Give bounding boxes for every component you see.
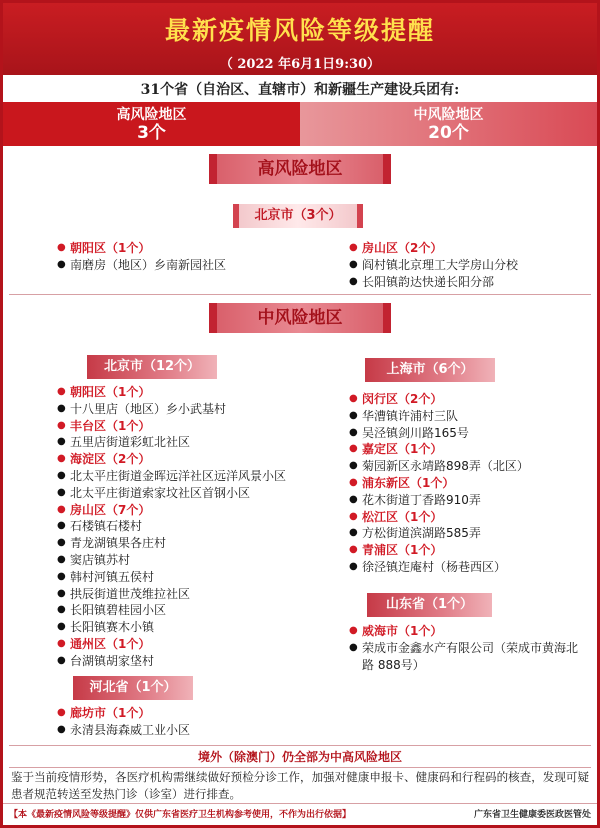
advice-text: 鉴于当前疫情形势，各医疗机构需继续做好预检分诊工作，加强对健康申报卡、健康码和行程码的核查，发现可疑患者规范转送至发热门诊（诊室）进行排查。 [11,770,589,801]
summary-text: 31个省（自治区、直辖市）和新疆生产建设兵团有: [140,82,460,98]
district-item: ● 朝阳区（1个） [57,384,286,401]
district-item: ● 海淀区（2个） [57,451,286,468]
overseas-note: 境外（除澳门）仍全部为中高风险地区 [197,750,402,764]
place-item: ● 阎村镇北京理工大学房山分校 [349,257,518,274]
place-item: ● 华漕镇许浦村三队 [349,408,529,425]
high-risk-section-title: 高风险地区 [209,154,391,184]
page-title: 最新疫情风险等级提醒 [164,16,435,45]
district-item: ● 松江区（1个） [349,509,529,526]
mid-risk-stat [300,102,597,146]
mid-shanghai-banner: 上海市（6个） [365,358,495,382]
place-item: ● 窦店镇苏村 [57,552,286,569]
place-item: ● 荣成市金鑫水产有限公司（荣成市黄海北路 888号） [349,640,579,674]
mid-hebei-banner: 河北省（1个） [73,676,193,700]
district-item: ● 房山区（2个） [349,240,518,257]
mid-shandong-banner: 山东省（1个） [367,593,492,617]
place-item: ● 韩村河镇五侯村 [57,569,286,586]
high-right-list [349,240,518,290]
place-item: ● 北太平庄街道索家坟社区首钢小区 [57,485,286,502]
district-item: ● 通州区（1个） [57,636,286,653]
mid-risk-label: 中风险地区 [413,107,484,123]
update-time: （ 2022 年6月1日9:30） [219,57,381,72]
risk-stats [3,102,597,146]
high-risk-label: 高风险地区 [116,107,187,123]
mid-beijing-list [57,384,286,670]
mid-risk-count: 20个 [428,123,469,143]
issuer-org: 广东省卫生健康委医政医管处 [473,810,591,820]
district-item: ● 浦东新区（1个） [349,475,529,492]
district-item: ● 丰台区（1个） [57,418,286,435]
bottom-bar [3,803,597,825]
mid-shanghai-list [349,391,529,576]
footer-divider-2 [9,767,591,768]
place-item: ● 徐泾镇迮庵村（杨巷西区） [349,559,529,576]
place-item: ● 拱辰街道世茂维拉社区 [57,586,286,603]
place-item: ● 北太平庄街道金晖远洋社区远洋风景小区 [57,468,286,485]
place-item: ● 花木街道丁香路910弄 [349,492,529,509]
place-item: ● 永清县海森威工业小区 [57,722,190,739]
place-item: ● 长阳镇碧桂园小区 [57,602,286,619]
footer-divider [9,745,591,746]
mid-hebei-list [57,705,190,739]
mid-risk-section-title: 中风险地区 [209,303,391,333]
disclaimer-text: 【本《最新疫情风险等级提醒》仅供广东省医疗卫生机构参考使用，不作为出行依据】 [9,810,352,820]
high-beijing-banner: 北京市（3个） [233,204,363,228]
district-item: ● 朝阳区（1个） [57,240,226,257]
district-item: ● 威海市（1个） [349,623,579,640]
district-item: ● 闵行区（2个） [349,391,529,408]
header [3,3,597,75]
place-item: ● 台湖镇胡家垡村 [57,653,286,670]
place-item: ● 菊园新区永靖路898弄（北区） [349,458,529,475]
high-left-list [57,240,226,274]
place-item: ● 石楼镇石楼村 [57,518,286,535]
place-item: ● 南磨房（地区）乡南新园社区 [57,257,226,274]
place-item: ● 长阳镇韵达快递长阳分部 [349,274,518,291]
place-item: ● 长阳镇赛木小镇 [57,619,286,636]
high-risk-count: 3个 [137,123,166,143]
district-item: ● 嘉定区（1个） [349,441,529,458]
place-item: ● 五里店街道彩虹北社区 [57,434,286,451]
mid-beijing-banner: 北京市（12个） [87,355,217,379]
district-item: ● 青浦区（1个） [349,542,529,559]
high-risk-stat [3,102,300,146]
section-divider [9,294,591,295]
mid-shandong-list [349,623,579,673]
place-item: ● 青龙湖镇果各庄村 [57,535,286,552]
district-item: ● 廊坊市（1个） [57,705,190,722]
place-item: ● 十八里店（地区）乡小武基村 [57,401,286,418]
place-item: ● 方松街道滨湖路585弄 [349,525,529,542]
district-item: ● 房山区（7个） [57,502,286,519]
place-item: ● 吴泾镇剑川路165号 [349,425,529,442]
